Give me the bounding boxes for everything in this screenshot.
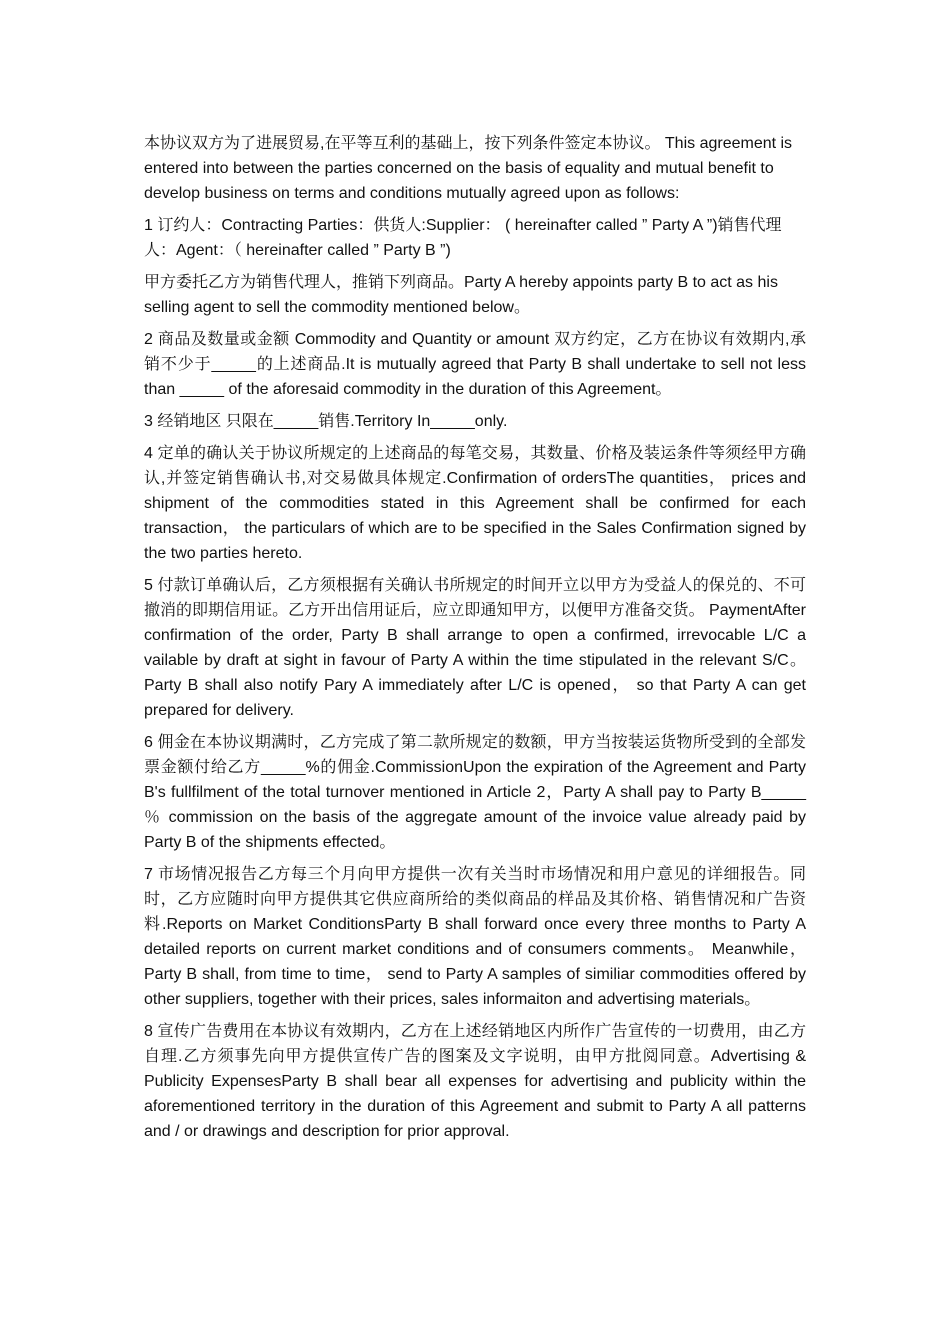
contracting-parties-paragraph: 1 订约人：Contracting Parties：供货人:Supplier： ( hereinafter called ” Party A ”)销售代理人：Agent：（ hereinafter called ” Party B ”) — [144, 217, 782, 259]
order-confirmation-paragraph: 4 定单的确认关于协议所规定的上述商品的每笔交易，其数量、价格及装运条件等须经甲方确认,并签定销售确认书,对交易做具体规定.Confirmation of ordersThe quantities， prices and shipment of the commodities stated in this Agreement shall be confirmed for each transaction， the particulars of which are to be specified in the Sales Confirmation signed by the two parties hereto. — [144, 445, 806, 562]
commission-paragraph: 6 佣金在本协议期满时，乙方完成了第二款所规定的数额，甲方当按装运货物所受到的全部发票金额付给乙方_____%的佣金.CommissionUpon the expiration of the Agreement and Party B's fullfilment of the total turnover mentioned in Article 2，Party A shall pay to Party B_____ ％ commission on the basis of the aggregate amount of the invoice value already paid by Party B of the shipments effected。 — [144, 734, 806, 851]
advertising-expenses-paragraph: 8 宣传广告费用在本协议有效期内，乙方在上述经销地区内所作广告宣传的一切费用，由乙方自理.乙方须事先向甲方提供宣传广告的图案及文字说明，由甲方批阅同意。Advertising & Publicity ExpensesParty B shall bear all expenses for advertising and publicity within the aforementioned territory in the duration of this Agreement and submit to Party A all patterns and / or drawings and description for prior approval. — [144, 1023, 806, 1140]
preamble-paragraph: 本协议双方为了进展贸易,在平等互利的基础上，按下列条件签定本协议。 This agreement is entered into between the parties concerned on the basis of equality and mutual benefit to develop business on terms and conditions mutually agreed upon as follows: — [144, 135, 793, 202]
commodity-quantity-paragraph: 2 商品及数量或金额 Commodity and Quantity or amount 双方约定，乙方在协议有效期内,承销不少于_____的上述商品.It is mutually agreed that Party B shall undertake to sell not less than _____ of the aforesaid commodity in the duration of this Agreement。 — [144, 331, 806, 398]
payment-paragraph: 5 付款订单确认后，乙方须根据有关确认书所规定的时间开立以甲方为受益人的保兑的、不可撤消的即期信用证。乙方开出信用证后，应立即通知甲方，以便甲方准备交货。 PaymentAfter confirmation of the order, Party B shall arrange to open a confirmed, irrevocable L/C a vailable by draft at sight in favour of Party A within the time stipulated in the relevant S/C。 Party B shall also notify Pary A immediately after L/C is opened， so that Party A can get prepared for delivery. — [144, 577, 806, 719]
agreement-document — [144, 131, 806, 1151]
appointment-paragraph: 甲方委托乙方为销售代理人，推销下列商品。Party A hereby appoints party B to act as his selling agent to sell the commodity mentioned below。 — [144, 274, 778, 316]
market-reports-paragraph: 7 市场情况报告乙方每三个月向甲方提供一次有关当时市场情况和用户意见的详细报告。同时，乙方应随时向甲方提供其它供应商所给的类似商品的样品及其价格、销售情况和广告资料.Reports on Market ConditionsParty B shall forward once every three months to Party A detailed reports on current market conditions and of consumers comments。 Meanwhile， Party B shall, from time to time， send to Party A samples of similiar commodities offered by other suppliers, together with their prices, sales informaiton and advertising materials。 — [144, 866, 807, 1008]
territory-paragraph: 3 经销地区 只限在_____销售.Territory In_____only. — [144, 413, 508, 430]
